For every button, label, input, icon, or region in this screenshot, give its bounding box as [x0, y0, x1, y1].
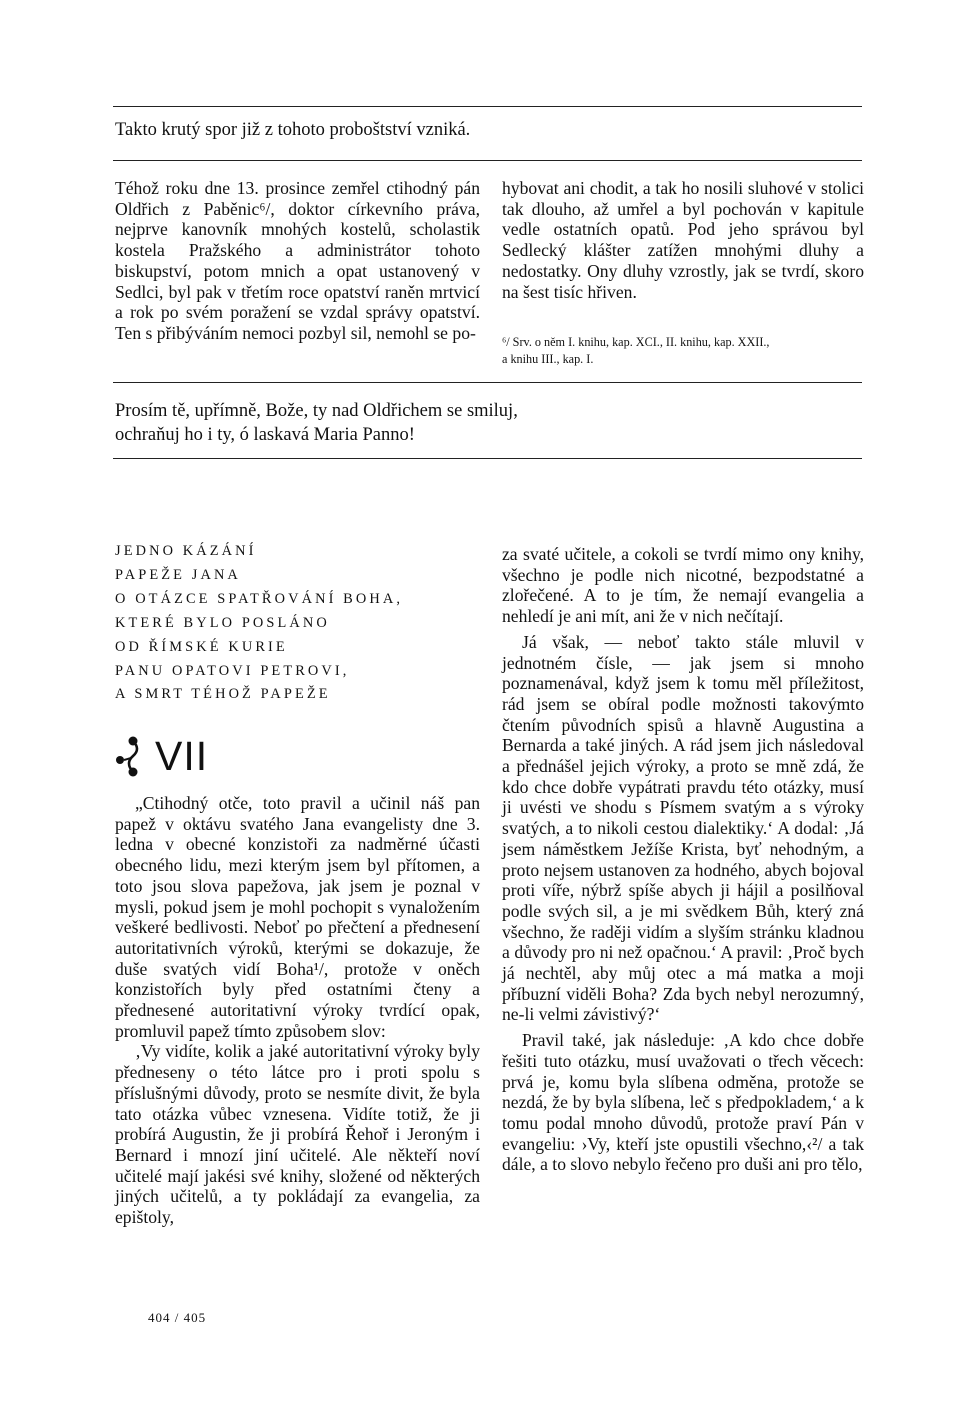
prayer: [115, 399, 518, 447]
top-right-column: [502, 178, 864, 302]
ornament-icon: [115, 732, 141, 780]
chapter-heading-line: JEDNO KÁZÁNÍ: [115, 543, 257, 559]
prayer-line-1: Prosím tě, upřímně, Bože, ty nad Oldřichem se smiluj,: [115, 401, 518, 421]
intro-line: Takto krutý spor již z tohoto proboštství vzniká.: [115, 120, 471, 140]
chapter-heading: [115, 540, 403, 707]
chapter-number-block: [115, 726, 208, 786]
rule-3: [113, 382, 862, 383]
chapter-paragraph-1: „Ctihodný otče, toto pravil a učinil náš pan papež v oktávu svatého Jana evangelisty dne 3. ledna v obecné konzistoři za nadměrné účasti obecného lidu, mezi kterým jsem byl přítomen, a toto jsou slova papežova, jak jsem je poznal v mysli, pokud jsem je mohl pochopit s vynaložením veškeré bedlivosti. Neboť po přečtení a přednesení autoritativních výroků, kterými se dokazuje, že duše svatých vidí Boha¹/, protože v oněch konzistořích byly před ostatními čteny a přednesené autoritativní výroky tvrdící opak, promluvil papež tímto způsobem slov:: [115, 793, 480, 1041]
chapter-heading-line: OD ŘÍMSKÉ KURIE: [115, 638, 288, 655]
footnote-line-1: ⁶/ Srv. o něm I. knihu, kap. XCI., II. knihu, kap. XXII.,: [502, 335, 770, 349]
right-paragraph-2: Já však, — neboť takto stále mluvil v jednotném čísle, — jak jsem si mnoho poznamenával, když jsem k tomu měl příležitost, rád jsem se obíral podle možnosti takovýmto čtením původních spisů a hlavně Augustina a Bernarda a také jiných. A rád jsem jich následoval a přednášel jejich výroky, a proto se mně zdá, že kdo chce dobře vypátrati pravdu této otázky, musí ji uvésti ve shodu s Písmem svatým a s výroky svatých, a to nikoli cestou dialektiky.‘ A dodal: ‚Já jsem náměstkem Ježíše Krista, byť nehodným, a proto nejsem ustanoven za hodného, abych bojoval proti víře, nýbrž spíše abych ji hájil a posilňoval podle svých sil, a je mi svědkem Bůh, který zná všechno, že raději vidím a slyším stránku kladnou a důvody pro ni než opačnou.‘ A pravil: ‚Proč bych já nechtěl, aby můj otec a má matka a moji příbuzní viděli Boha? Zda bych nebyl nerozumný, ne-li velmi závistivý?‘: [502, 631, 864, 1025]
prayer-line-2: ochraňuj ho i ty, ó laskavá Maria Panno!: [115, 425, 415, 445]
bottom-right-column: [502, 544, 864, 1175]
page-numbers: 404 / 405: [148, 1310, 207, 1325]
right-paragraph-1: za svaté učitele, a cokoli se tvrdí mimo ony knihy, všechno je podle nich nicotné, bezpodstatné a zlořečené. A to je tím, že nemají evangelia a nehledí je ani mít, ani že v nich nečítají.: [502, 544, 864, 627]
footnote-line-2: a knihu III., kap. I.: [502, 352, 594, 366]
top-left-paragraph: Téhož roku dne 13. prosince zemřel ctihodný pán Oldřich z Paběnic⁶/, doktor církevního práva, nejprve kanovník mnohých kostelů, scholastik kostela Pražského a administrátor tohoto biskupství, potom mnich a opat ustanovený v Sedlci, byl pak v třetím roce opatství raněn mrtvicí a rok po svém poražení se vzdal správy opatství. Ten s přibýváním nemoci pozbyl sil, nemohl se po-: [115, 178, 480, 343]
chapter-heading-line: PANU OPATOVI PETROVI,: [115, 662, 350, 679]
chapter-paragraph-2: ‚Vy vidíte, kolik a jaké autoritativní výroky byly předneseny o této látce pro i proti spolu s příslušnými důvody, proto se nesmíte divit, že byla tato otázka vůbec vznesena. Vidíte totiž, že ji probírá Augustin, že ji probírá Řehoř i Jeroným i Bernard i mnozí jiní učitelé. Ale někteří noví učitelé mají jakési své knihy, složené od některých jiných učitelů, a ty pokládají za evangelia, za epištoly,: [115, 1041, 480, 1228]
chapter-heading-line: KTERÉ BYLO POSLÁNO: [115, 614, 330, 631]
chapter-heading-line: PAPEŽE JANA: [115, 566, 241, 583]
bottom-left-column: [115, 793, 480, 1228]
rule-4: [113, 458, 862, 459]
top-right-paragraph: hybovat ani chodit, a tak ho nosili sluhové v stolici tak dlouho, až umřel a byl pochován v kapitule vedle ostatních opatů. Pod jeho správou byl Sedlecký klášter zatížen mnohými dluhy a nedostatky. Ony dluhy vzrostly, jak se tvrdí, skoro na šest tisíc hřiven.: [502, 178, 864, 302]
top-left-column: [115, 178, 480, 344]
chapter-heading-line: A SMRT TÉHOŽ PAPEŽE: [115, 686, 331, 703]
right-paragraph-3: Pravil také, jak následuje: ‚A kdo chce dobře řešiti tuto otázku, musí uvažovati o třech věcech: prvá je, komu byla slíbena odměna, protože se nezdá, že by byla slíbena, leč s předpokladem,‘ a k tomu podal mnoho důvodů, protože praví Pán v evangeliu: ›Vy, kteří jste opustili všechno,‹²/ a tak dále, a to slovo nebylo řečeno pro duši ani pro tělo,: [502, 1030, 864, 1175]
rule-2: [113, 160, 862, 161]
rule-top: [113, 106, 862, 107]
chapter-heading-line: O OTÁZCE SPATŘOVÁNÍ BOHA,: [115, 590, 404, 607]
chapter-number: VII: [155, 732, 209, 779]
footnote: [502, 334, 864, 368]
